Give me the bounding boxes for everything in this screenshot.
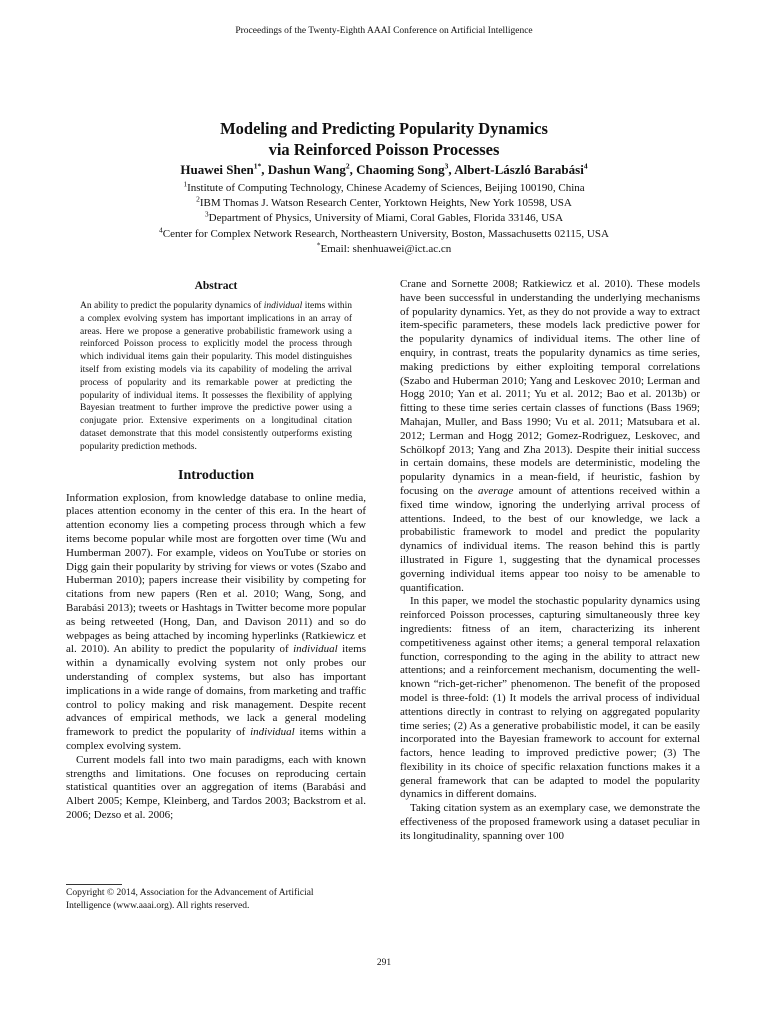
proceedings-header: Proceedings of the Twenty-Eighth AAAI Conference on Artificial Intelligence [235, 26, 533, 36]
affiliation: $^1$Institute of Computing Technology, Chinese Academy of Sciences, Beijing 100190, China [183, 179, 585, 194]
paper-title [0, 118, 768, 160]
intro-paragraph-4: In this paper, we model the stochastic popularity dynamics using reinforced Poisson processes, capturing simultaneously three key ingredients: fitness of an item, characterizing its inherent competitiveness against other items; a general temporal relaxation function, corresponding to the aging in the ability to attract new attentions; and a reinforcement mechanism, documenting the well-known “rich-get-richer” phenomenon. The benefit of the proposed model is three-fold: (1) It models the arrival process of individual attentions directly in contrast to relying on aggregated popularity time series; (2) As a generative probabilistic model, it can be easily incorporated into the Bayesian framework to account for external factors, hence leading to improved predictive power; (3) The flexibility in its choice of specific relaxation functions makes it a general framework that can be adapted to model the popularity dynamics in different domains. [400, 595, 700, 801]
author-sup: 4 [583, 161, 588, 171]
affiliation: $^4$Center for Complex Network Research, Northeastern University, Boston, Massachusetts 02115, USA [159, 224, 609, 240]
author-sup: 3 [444, 161, 449, 171]
author-sup: 1* [253, 161, 262, 171]
abstract-heading: Abstract [194, 280, 238, 292]
copyright-line-1: Copyright © 2014, Association for the Advancement of Artificial [66, 888, 314, 898]
author-sup: 2 [345, 161, 350, 171]
copyright-notice [66, 884, 366, 912]
footnote-rule [66, 884, 122, 885]
author-name: Dashun Wang [267, 162, 346, 177]
affiliation: $^3$Department of Physics, University of Miami, Coral Gables, Florida 33146, USA [204, 209, 564, 225]
author-name: Albert-László Barabási [454, 162, 584, 177]
affiliation: $^2$IBM Thomas J. Watson Research Center, Yorktown Heights, New York 10598, USA [196, 194, 572, 210]
page-number: 291 [376, 958, 392, 968]
intro-paragraph-5: Taking citation system as an exemplary case, we demonstrate the effectiveness of the proposed framework using a dataset peculiar in its longitudinality, spanning over 100 [400, 802, 700, 842]
author-separator: , [448, 162, 455, 177]
title-line-2: via Reinforced Poisson Processes [268, 140, 500, 159]
author-separator: , [261, 162, 268, 177]
author-list [0, 162, 768, 178]
affiliation-list [0, 181, 768, 257]
abstract-text: An ability to predict the popularity dynamics of individual items within a complex evolving system has important implications in an array of areas. Here we propose a generative probabilistic framework using a reinforced Poisson process to explicitly model the process through which individual items gain their popularity. This model distinguishes itself from existing models via its capability of modeling the arrival process of popularity and its remarkable power at predicting the popularity of individual items. It possesses the flexibility of applying Bayesian treatment to further improve the predictive power using a conjugate prior. Extensive experiments on a longitudinal citation dataset demonstrate that this model consistently outperforms existing popularity prediction methods. [80, 301, 352, 452]
author-name: Chaoming Song [356, 162, 445, 177]
right-column [400, 278, 700, 844]
introduction-heading: Introduction [178, 467, 254, 483]
author-name: Huawei Shen [180, 162, 254, 177]
contact-email: *Email: shenhuawei@ict.ac.cn [316, 240, 452, 255]
title-line-1: Modeling and Predicting Popularity Dynamics [220, 119, 548, 138]
intro-paragraph-1: Information explosion, from knowledge database to online media, places attention economy in the center of this era. In the heart of attention economy lies a competing process through which a few items become popular while most are forgotten over time (Wu and Humberman 2007). For example, videos on YouTube or stories on Digg gain their popularity by striving for views or votes (Szabo and Huberman 2010); papers increase their visibility by competing for citations from new papers (Ren et al. 2010; Wang, Song, and Barabási 2013); tweets or Hashtags in Twitter become more popular as being retweeted (Hong, Dan, and Davison 2011) and so do webpages as being attached by incoming hyperlinks (Ratkiewicz et al. 2010). An ability to predict the popularity of individual items within a dynamically evolving system not only probes our understanding of complex systems, but also has important implications in a wide range of domains, from marketing and traffic control to policy making and risk management. Despite recent advances of empirical methods, we lack a general modeling framework to predict the popularity of individual items within a complex evolving system. [66, 491, 366, 752]
intro-paragraph-2: Current models fall into two main paradigms, each with known strengths and limitations. One focuses on reproducing certain statistical quantities over an aggregation of items (Barabási and Albert 2005; Kempe, Kleinberg, and Tardos 2003; Backstrom et al. 2006; Dezso et al. 2006; [66, 753, 366, 821]
left-column [66, 280, 366, 823]
copyright-line-2: Intelligence (www.aaai.org). All rights reserved. [66, 900, 250, 911]
intro-paragraph-3: Crane and Sornette 2008; Ratkiewicz et al. 2010). These models have been successful in understanding the underlying mechanisms of popularity dynamics. Yet, as they do not provide a way to extract item-specific parameters, these models lack predictive power for the popularity dynamics of individual items. The other line of enquiry, in contrast, treats the popularity dynamics as time series, making predictions by either exploiting temporal correlations (Szabo and Huberman 2010; Yang and Leskovec 2010; Lerman and Hogg 2010; Yan et al. 2011; Yu et al. 2012; Bao et al. 2013b) or fitting to these time series certain classes of functions (Bass 1969; Mahajan, Muller, and Bass 1990; Vu et al. 2011; Matsubara et al. 2012; Lerman and Hogg 2012; Gomez-Rodriguez, Leskovec, and Schölkopf 2013; Yang and Zha 2013). Despite their initial success in certain domains, these models are deterministic, modeling the popularity dynamics in a mean-field, if heuristic, fashion by focusing on the average amount of attentions received within a fixed time window, ignoring the underlying arrival process of attentions. Indeed, to the best of our knowledge, we lack a probabilistic framework to model and predict the popularity dynamics of individual items. The reason behind this is partly illustrated in Figure 1, suggesting that the dynamical processes governing individual items appear too noisy to be amenable to quantification. [400, 278, 700, 594]
author-separator: , [349, 162, 357, 177]
